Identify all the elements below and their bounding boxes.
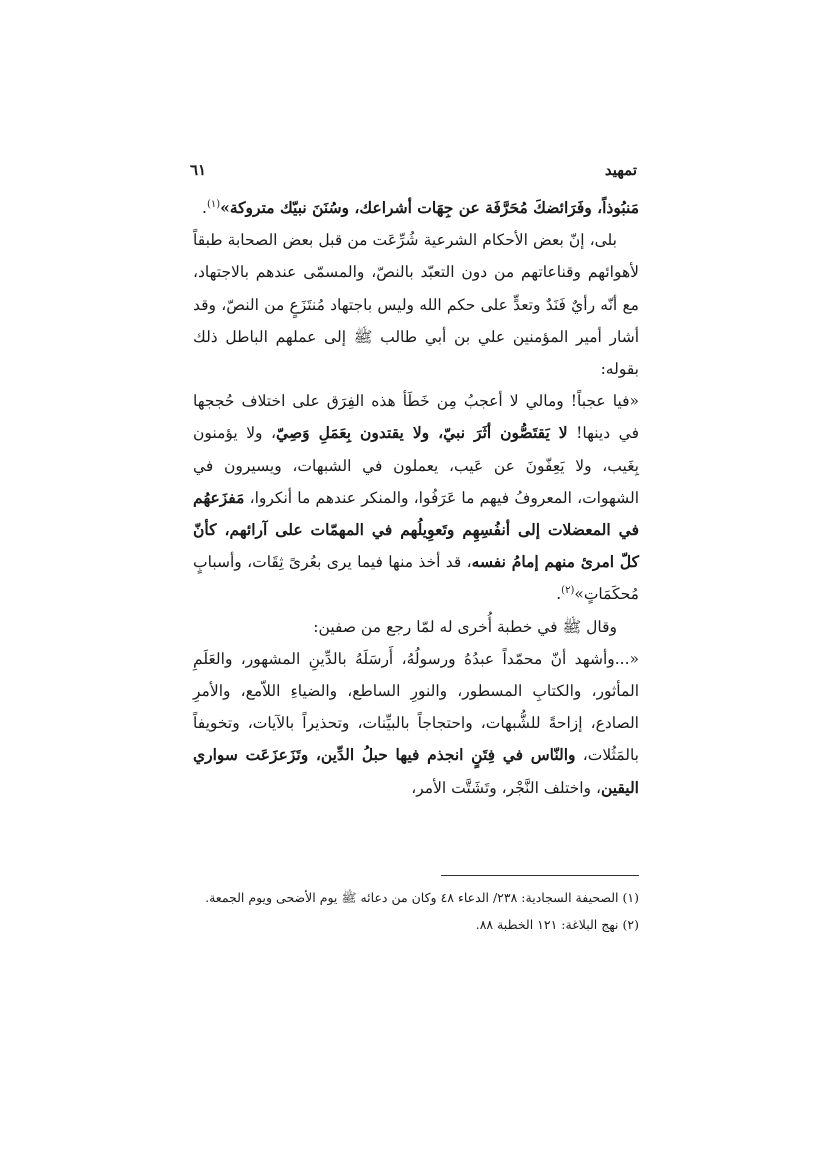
quote-segment: «...وأشهد أنّ محمّداً عبدُهُ ورسولُهُ، أَرسَلَهُ بالدِّينِ المشهور، والعَلَمِ المأثور، والكتابِ المسطور، والنورِ الساطع، والضياءِ اللاّمع، والأمرِ الصادع، إزاحةً للشُّبهات، واحتجاجاً بالبيِّنات، وتحذيراً بالآيات، وتخويفاً بالمَثُلات، xyxy=(193,649,639,765)
page-header xyxy=(190,158,637,182)
quote-continuation: مَنبُوذاً، وفَرَائضكَ مُحَرَّفَة عن جِهَات أشراعك، وسُنَنَ نبيّك متروكة» xyxy=(220,198,639,217)
paragraph-quote-end xyxy=(193,192,639,224)
period: . xyxy=(556,585,562,604)
paragraph-transition: وقال ﷺ في خطبة أُخرى له لمّا رجع من صفين: xyxy=(313,617,617,636)
quote-segment: ، ولا يؤمنون بِغَيب، ولا يَعِفّونَ عن عَيب، يعملون في الشبهات، ويسيرون في الشهوات، المعروفُ فيهم ما عَرَفُوا، والمنكر عندهم ما أنكروا، xyxy=(193,424,639,507)
page-number: ٦١ xyxy=(190,161,207,179)
quotation-first xyxy=(193,385,639,610)
running-head: تمهيد xyxy=(604,161,637,179)
quote-emphasis: لا يَقتَصُّون أثَرَ نبيّ، ولا يقتدون بِعَمَلِ وَصِيّ xyxy=(276,423,568,443)
quote-segment: ، واختلف النَّجْر، وتَشَتَّت الأمر، xyxy=(411,778,601,797)
quote-segment: ، قد أخذ منها فيما يرى بعُرىً ثِقَات، وأسبابٍ مُحكَمَاتٍ» xyxy=(193,553,639,604)
main-text xyxy=(193,192,639,804)
period: . xyxy=(202,199,207,217)
quote-segment: «فيا عجباً! ومالي لا أعجبُ مِن خَطَأ هذه الفِرَق على اختلاف حُججها في دينها! xyxy=(193,392,639,443)
paragraph-intro: بلى، إنّ بعض الأحكام الشرعية شُرِّعَت من قبل بعض الصحابة طبقاً لأهوائهم وقناعاتهم من دون التعبّد بالنصّ، والمسمّى عندهم بالاجتهاد، مع أنّه رأيٌ فَنَدٌ وتعدٍّ على حكم الله وليس باجتهاد مُنتَزَعٍ من النصّ، وقد أشار أمير المؤمنين علي بن أبي طالب ﷺ إلى عملهم الباطل ذلك بقوله: xyxy=(193,231,639,379)
footnote-2: (٢) نهج البلاغة: ١٢١ الخطبة ٨٨. xyxy=(475,917,639,932)
footnote-ref-1: (١) xyxy=(206,198,221,210)
footnote-1: (١) الصحيفة السجادية: ٢٣٨/ الدعاء ٤٨ وكان من دعائه ﷺ يوم الأضحى ويوم الجمعة. xyxy=(205,890,639,905)
quotation-second xyxy=(193,643,639,804)
footnote-separator xyxy=(441,875,639,876)
footnotes xyxy=(193,884,639,938)
footnote-ref-2: (٢) xyxy=(561,585,575,597)
quote-emphasis: مَفزَعهُم في المعضلات إلى أنفُسِهِم وتَعوِيلُهم في المهمّات على آرائهم، كأنّ كلّ امرئ منهم إمامُ نفسه xyxy=(193,487,639,572)
quote-emphasis: والنّاس في فِتَنٍ انجذم فيها حبلُ الدِّين، وتَزَعزَعَت سواري اليقين xyxy=(193,745,639,797)
